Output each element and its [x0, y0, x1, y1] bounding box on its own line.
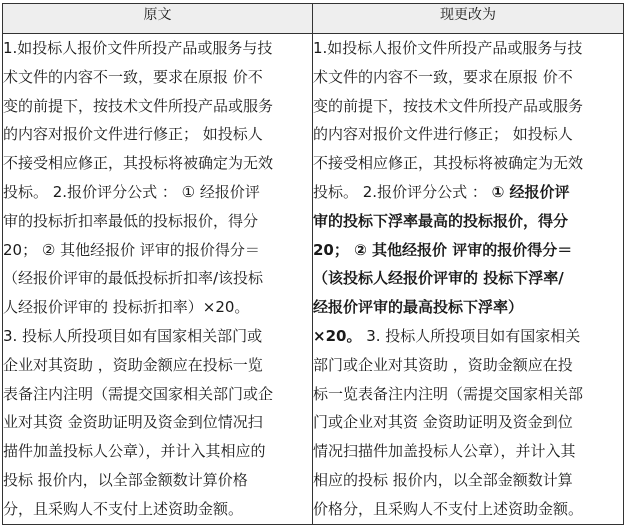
text-segment: 20； ② 其他经报价 评审的报价得分＝: [3, 240, 260, 259]
text-segment: 门或企业对其资 金资助证明及资金到位: [313, 413, 573, 432]
original-line: [3, 236, 312, 265]
revised-line: [313, 408, 623, 437]
original-line: [3, 466, 312, 495]
revised-line: [313, 120, 623, 149]
revised-text: [313, 34, 623, 524]
revised-text-cell: [313, 34, 624, 525]
text-segment: 人经报价评审的 投标折扣率）×20。: [3, 298, 250, 317]
original-line: [3, 495, 312, 524]
revised-line: [313, 322, 623, 351]
original-line: [3, 178, 312, 207]
revised-line: [313, 351, 623, 380]
original-line: [3, 293, 312, 322]
text-segment: 不接受相应修正，其投标将被确定为无效: [3, 154, 274, 173]
bold-text-segment: 20； ② 其他经报价 评审的报价得分＝: [313, 240, 573, 259]
text-segment: 投标 报价内，以全部金额数计算价格: [3, 470, 248, 489]
text-segment: 投标。 2.报价评分公式 ：: [313, 182, 492, 201]
revised-line: [313, 178, 623, 207]
text-segment: 投标。 2.报价评分公式 ： ① 经报价评: [3, 182, 260, 201]
text-segment: 描件加盖投标人公章），并计入其相应的: [3, 442, 266, 461]
text-segment: 不接受相应修正，其投标将被确定为无效: [313, 154, 584, 173]
bold-text-segment: 审的投标下浮率最高的投标报价，得分: [313, 211, 569, 230]
bold-text-segment: 经报价评审的最高投标下浮率）: [313, 298, 524, 317]
original-line: [3, 92, 312, 121]
revised-line: [313, 63, 623, 92]
text-segment: 情况扫描件加盖投标人公章），并计入其: [313, 442, 576, 461]
original-line: [3, 437, 312, 466]
header-original: 原文: [3, 4, 313, 34]
revised-line: [313, 495, 623, 524]
original-line: [3, 207, 312, 236]
revised-line: [313, 34, 623, 63]
revised-line: [313, 293, 623, 322]
original-line: [3, 120, 312, 149]
bold-text-segment: ① 经报价评: [491, 182, 570, 201]
text-segment: 价格分，且采购人不支付上述资助金额。: [313, 499, 584, 518]
original-line: [3, 351, 312, 380]
original-line: [3, 63, 312, 92]
text-segment: 的内容对报价文件进行修正； 如投标人: [313, 125, 573, 144]
header-row: [3, 4, 624, 34]
text-segment: 1.如投标人报价文件所投产品或服务与技: [3, 39, 273, 57]
text-segment: 部门或企业对其资助 ，资助金额应在投: [313, 355, 573, 374]
comparison-table: [2, 3, 624, 525]
text-segment: 业对其资 金资助证明及资金到位情况扫: [3, 413, 263, 432]
text-segment: 企业对其资助 ，资助金额应在投标一览: [3, 355, 263, 374]
text-segment: 标一览表备注内注明（需提交国家相关部: [313, 384, 584, 403]
content-row: [3, 34, 624, 525]
bold-text-segment: ×20。: [313, 326, 362, 345]
revised-line: [313, 466, 623, 495]
revised-line: [313, 207, 623, 236]
text-segment: 变的前提下，按技术文件所投产品或服务: [3, 96, 274, 115]
text-segment: 1.如投标人报价文件所投产品或服务与技: [313, 39, 583, 57]
revised-line: [313, 437, 623, 466]
original-line: [3, 149, 312, 178]
text-segment: 3. 投标人所投项目如有国家相关部门或: [3, 326, 263, 345]
text-segment: 审的投标折扣率最低的投标报价，得分: [3, 211, 259, 230]
original-line: [3, 34, 312, 63]
text-segment: 相应的投标 报价内，以全部金额数计算: [313, 470, 573, 489]
original-line: [3, 264, 312, 293]
original-text: [3, 34, 312, 524]
revised-line: [313, 380, 623, 409]
original-text-cell: [3, 34, 313, 525]
header-revised: 现更改为: [313, 4, 624, 34]
text-segment: 表备注内注明（需提交国家相关部门或企: [3, 384, 274, 403]
original-line: [3, 408, 312, 437]
revised-line: [313, 264, 623, 293]
text-segment: 术文件的内容不一致，要求在原报 价不: [3, 67, 263, 86]
text-segment: （经报价评审的最低投标折扣率/该投标: [3, 269, 264, 288]
text-segment: 的内容对报价文件进行修正； 如投标人: [3, 125, 263, 144]
original-line: [3, 380, 312, 409]
revised-line: [313, 236, 623, 265]
text-segment: 变的前提下，按技术文件所投产品或服务: [313, 96, 584, 115]
text-segment: 分，且采购人不支付上述资助金额。: [3, 499, 244, 518]
original-line: [3, 322, 312, 351]
text-segment: 术文件的内容不一致，要求在原报 价不: [313, 67, 573, 86]
revised-line: [313, 149, 623, 178]
revised-line: [313, 92, 623, 121]
bold-text-segment: （该投标人经报价评审的 投标下浮率/: [313, 269, 564, 288]
text-segment: 3. 投标人所投项目如有国家相关: [361, 326, 581, 345]
